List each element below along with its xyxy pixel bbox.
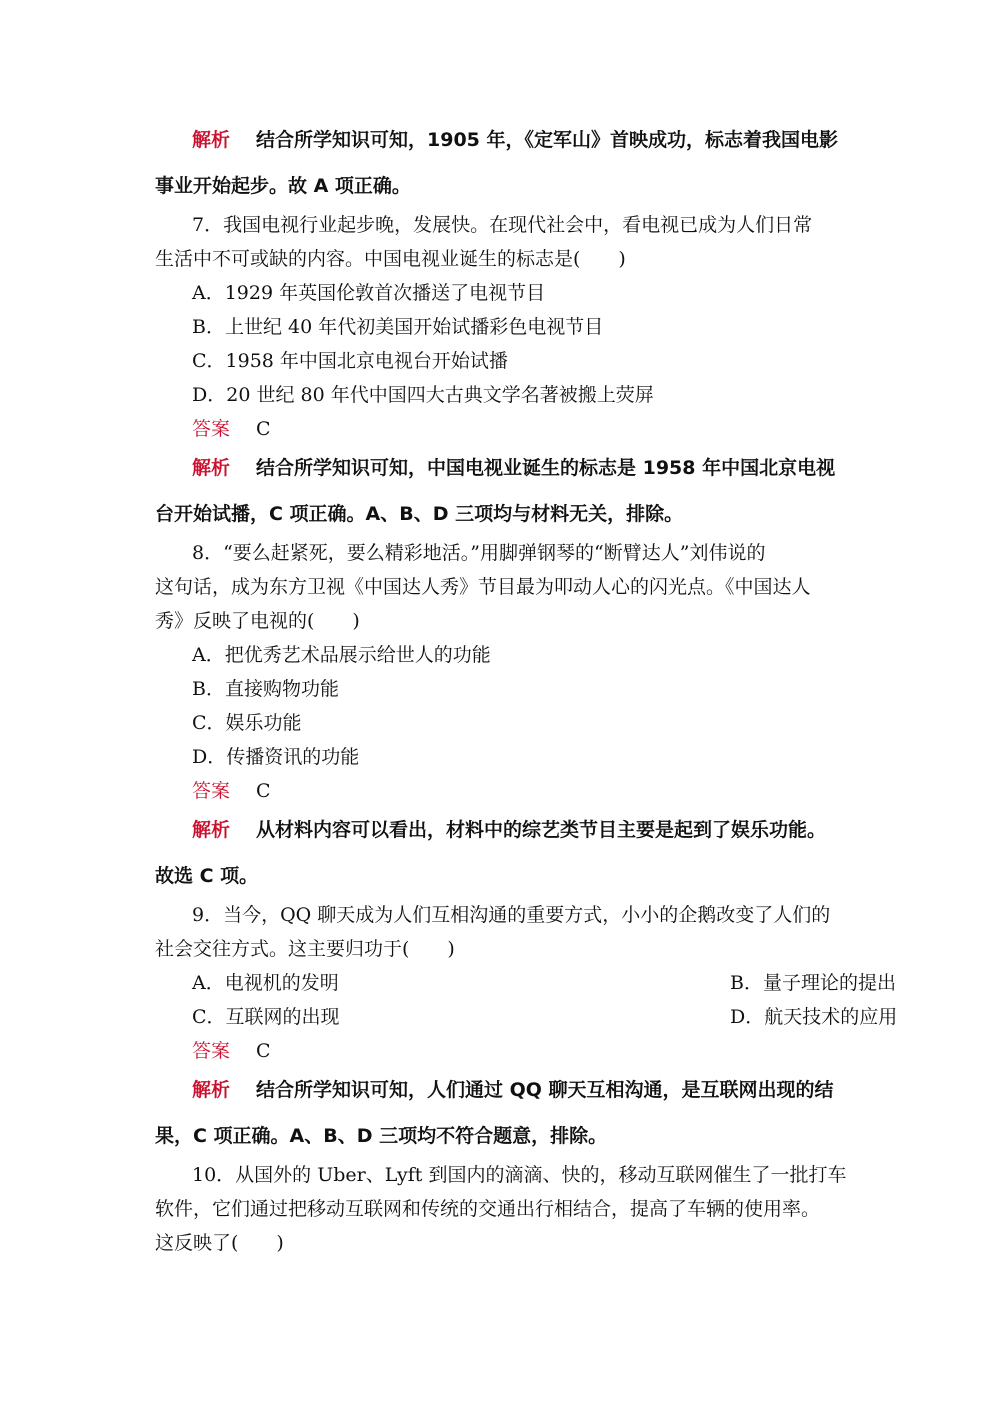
q9-options-row-1 bbox=[192, 969, 896, 997]
analysis-label: 解析 bbox=[192, 457, 231, 479]
q6-analysis-line-2: 事业开始起步。故 A 项正确。 bbox=[155, 175, 411, 197]
q8-stem-2: 这句话，成为东方卫视《中国达人秀》节目最为叩动人心的闪光点。《中国达人 bbox=[155, 576, 811, 598]
q9-answer: C bbox=[256, 1040, 271, 1062]
q7-option-d: D．20 世纪 80 年代中国四大古典文学名著被搬上荧屏 bbox=[192, 384, 654, 406]
q7-option-a: A．1929 年英国伦敦首次播送了电视节目 bbox=[192, 282, 546, 304]
q7-stem-1: 7．我国电视行业起步晚，发展快。在现代社会中，看电视已成为人们日常 bbox=[192, 214, 813, 236]
q10-stem-2: 软件，它们通过把移动互联网和传统的交通出行相结合，提高了车辆的使用率。 bbox=[155, 1198, 821, 1220]
q6-analysis-text-1: 结合所学知识可知，1905 年，《定军山》首映成功，标志着我国电影 bbox=[256, 129, 838, 151]
q9-analysis-text-1: 结合所学知识可知，人们通过 QQ 聊天互相沟通，是互联网出现的结 bbox=[256, 1079, 834, 1101]
q10-stem-3: 这反映了( ) bbox=[155, 1232, 284, 1254]
q9-option-d: D．航天技术的应用 bbox=[730, 1006, 898, 1028]
q9-options-row-2 bbox=[192, 1003, 898, 1031]
q8-analysis-text-1: 从材料内容可以看出，材料中的综艺类节目主要是起到了娱乐功能。 bbox=[256, 819, 827, 841]
q7-answer: C bbox=[256, 418, 271, 440]
q7-analysis-line-1 bbox=[192, 454, 892, 482]
q8-answer-line bbox=[192, 777, 892, 805]
q8-stem-1: 8．“要么赶紧死，要么精彩地活。”用脚弹钢琴的“断臂达人”刘伟说的 bbox=[192, 542, 766, 564]
analysis-label: 解析 bbox=[192, 819, 231, 841]
q7-option-b: B．上世纪 40 年代初美国开始试播彩色电视节目 bbox=[192, 316, 604, 338]
q8-answer: C bbox=[256, 780, 271, 802]
q7-analysis-line-2: 台开始试播，C 项正确。A、B、D 三项均与材料无关，排除。 bbox=[155, 503, 684, 525]
q8-analysis-line-2: 故选 C 项。 bbox=[155, 865, 259, 887]
answer-label: 答案 bbox=[192, 1040, 231, 1062]
analysis-label: 解析 bbox=[192, 1079, 231, 1101]
q9-answer-line bbox=[192, 1037, 892, 1065]
q7-analysis-text-1: 结合所学知识可知，中国电视业诞生的标志是 1958 年中国北京电视 bbox=[256, 457, 836, 479]
answer-label: 答案 bbox=[192, 418, 231, 440]
q7-stem-2: 生活中不可或缺的内容。中国电视业诞生的标志是( ) bbox=[155, 248, 626, 270]
q6-analysis-line-1 bbox=[192, 126, 892, 154]
analysis-label: 解析 bbox=[192, 129, 231, 151]
q8-option-d: D．传播资讯的功能 bbox=[192, 746, 360, 768]
q8-option-b: B．直接购物功能 bbox=[192, 678, 339, 700]
q9-analysis-line-2: 果，C 项正确。A、B、D 三项均不符合题意，排除。 bbox=[155, 1125, 608, 1147]
q9-option-b: B．量子理论的提出 bbox=[730, 972, 896, 994]
q9-option-a: A．电视机的发明 bbox=[192, 972, 339, 994]
q8-analysis-line-1 bbox=[192, 816, 892, 844]
q9-stem-1: 9．当今，QQ 聊天成为人们互相沟通的重要方式，小小的企鹅改变了人们的 bbox=[192, 904, 831, 926]
q8-stem-3: 秀》反映了电视的( ) bbox=[155, 610, 360, 632]
q7-option-c: C．1958 年中国北京电视台开始试播 bbox=[192, 350, 508, 372]
q7-answer-line bbox=[192, 415, 892, 443]
answer-label: 答案 bbox=[192, 780, 231, 802]
q9-stem-2: 社会交往方式。这主要归功于( ) bbox=[155, 938, 455, 960]
q8-option-c: C．娱乐功能 bbox=[192, 712, 302, 734]
q9-analysis-line-1 bbox=[192, 1076, 892, 1104]
q8-option-a: A．把优秀艺术品展示给世人的功能 bbox=[192, 644, 491, 666]
q10-stem-1: 10．从国外的 Uber、Lyft 到国内的滴滴、快的，移动互联网催生了一批打车 bbox=[192, 1164, 847, 1186]
q9-option-c: C．互联网的出现 bbox=[192, 1006, 340, 1028]
